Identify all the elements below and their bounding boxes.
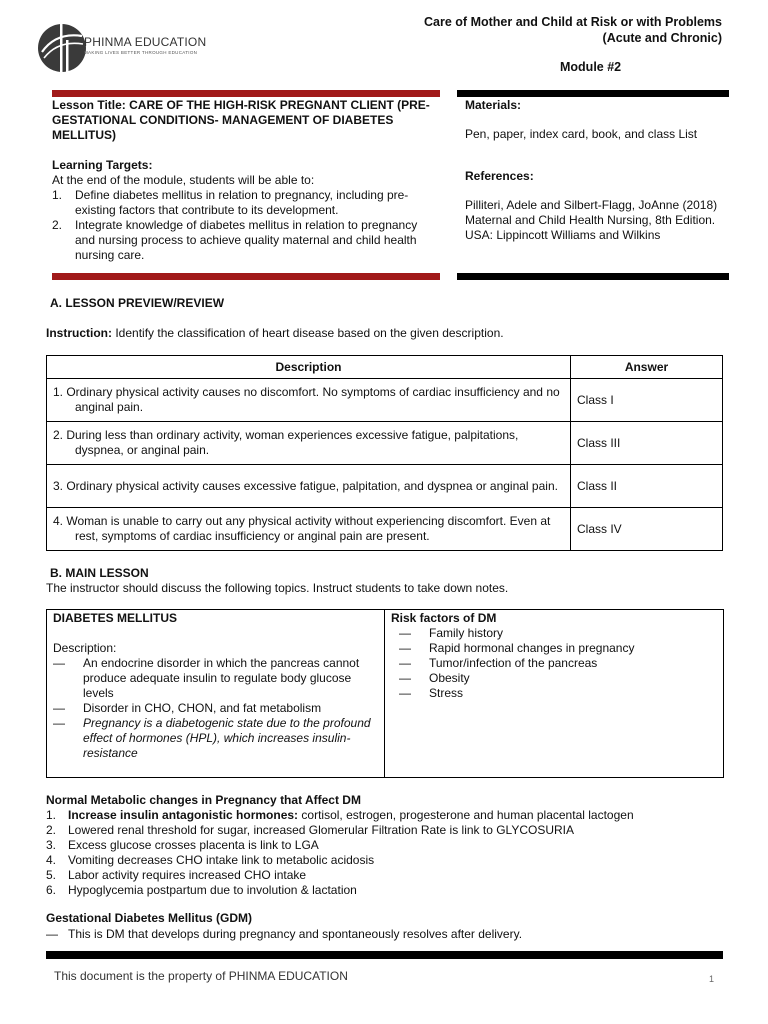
list-item: 1. Increase insulin antagonistic hormones: cortisol, estrogen, progesterone and human placental lactogen (46, 808, 634, 822)
list-item: 6. Hypoglycemia postpartum due to involution & lactation (46, 883, 357, 897)
list-item: — Disorder in CHO, CHON, and fat metabolism (53, 701, 322, 715)
table-header-row (47, 356, 723, 379)
instruction (46, 326, 504, 341)
list-item: 2. Integrate knowledge of diabetes mellitus in relation to pregnancy and nursing process to achieve quality maternal and child health nursing care. (52, 218, 418, 262)
logo-tagline: MAKING LIVES BETTER THROUGH EDUCATION (84, 50, 198, 55)
phinma-emblem-icon (36, 22, 88, 74)
references-heading: References: (465, 169, 534, 183)
list-item: — An endocrine disorder in which the pancreas cannot produce adequate insulin to regulate body glucose levels (53, 656, 360, 700)
header-black-bar (457, 90, 729, 97)
table-row (47, 508, 723, 551)
materials-heading: Materials: (465, 98, 522, 112)
list-item: — Tumor/infection of the pancreas (399, 656, 598, 670)
list-item: 1. Define diabetes mellitus in relation to pregnancy, including pre-existing factors that contribute to its development. (52, 188, 409, 217)
row-answer: Class I (571, 379, 723, 422)
dm-description-cell (47, 610, 385, 778)
learning-targets-intro: At the end of the module, students will be able to: (52, 173, 315, 187)
instruction-text: Identify the classification of heart disease based on the given description. (112, 326, 504, 340)
list-item: — Stress (399, 686, 464, 700)
table-row (47, 379, 723, 422)
list-item: 4. Vomiting decreases CHO intake link to metabolic acidosis (46, 853, 375, 867)
logo-name: PHINMA EDUCATION (84, 35, 207, 49)
references-text: Pilliteri, Adele and Silbert-Flagg, JoAnne (2018) Maternal and Child Health Nursing, 8th Edition. USA: Lippincott Williams and Wilkins (465, 198, 718, 242)
footer-black-bar (46, 951, 723, 959)
page-number: 1 (709, 974, 715, 984)
list-item: 3. Excess glucose crosses placenta is link to LGA (46, 838, 319, 852)
row-answer: Class II (571, 465, 723, 508)
list-item: — Pregnancy is a diabetogenic state due to the profound effect of hormones (HPL), which increases insulin-resistance (53, 716, 371, 760)
header-red-bar (52, 90, 440, 97)
metabolic-changes (46, 793, 726, 898)
row-description: 2. During less than ordinary activity, woman experiences excessive fatigue, palpitations, dyspnea, or anginal pain. (53, 428, 519, 457)
row-answer: Class III (571, 422, 723, 465)
lesson-info (52, 98, 438, 263)
dm-description-label: Description: (53, 641, 117, 655)
gdm-heading: Gestational Diabetes Mellitus (GDM) (46, 911, 253, 925)
row-answer: Class IV (571, 508, 723, 551)
list-item: 2. Lowered renal threshold for sugar, increased Glomerular Filtration Rate is link to GLYCOSURIA (46, 823, 574, 837)
lesson-black-bar (457, 273, 729, 280)
risk-factors-title: Risk factors of DM (391, 611, 497, 625)
gdm-text: This is DM that develops during pregnancy and spontaneously resolves after delivery. (68, 927, 523, 941)
course-title: Care of Mother and Child at Risk or with Problems (Acute and Chronic) (424, 15, 722, 45)
table-row (47, 422, 723, 465)
list-item: — Obesity (399, 671, 470, 685)
footer-text: This document is the property of PHINMA EDUCATION (54, 969, 348, 983)
risk-factors-cell (385, 610, 724, 778)
gdm-item (46, 927, 726, 942)
section-a-heading: A. LESSON PREVIEW/REVIEW (50, 296, 225, 310)
learning-targets-heading: Learning Targets: (52, 158, 153, 172)
learning-targets-list (52, 188, 438, 263)
heart-disease-table (46, 355, 723, 551)
list-item: — Family history (399, 626, 504, 640)
materials-text: Pen, paper, index card, book, and class List (465, 127, 698, 141)
row-description: 4. Woman is unable to carry out any physical activity without experiencing discomfort. Even at rest, symptoms of cardiac insufficiency or anginal pain are present. (53, 514, 551, 543)
metabolic-heading: Normal Metabolic changes in Pregnancy that Affect DM (46, 793, 361, 807)
column-header-description: Description (47, 356, 571, 379)
module-number: Module #2 (560, 60, 622, 74)
lesson-title: Lesson Title: CARE OF THE HIGH-RISK PREGNANT CLIENT (PRE-GESTATIONAL CONDITIONS- MANAGEMENT OF DIABETES MELLITUS) (52, 98, 430, 142)
section-b-heading: B. MAIN LESSON (50, 566, 149, 580)
row-description: 3. Ordinary physical activity causes excessive fatigue, palpitation, and dyspnea or anginal pain. (53, 478, 558, 493)
section-b-intro: The instructor should discuss the following topics. Instruct students to take down notes. (46, 581, 509, 595)
diabetes-table (46, 609, 724, 778)
list-item: — Rapid hormonal changes in pregnancy (399, 641, 635, 655)
row-description: 1. Ordinary physical activity causes no discomfort. No symptoms of cardiac insufficiency and no anginal pain. (53, 385, 560, 414)
list-item: 5. Labor activity requires increased CHO intake (46, 868, 307, 882)
gdm-dash: — (46, 927, 58, 941)
dm-title: DIABETES MELLITUS (53, 611, 178, 625)
column-header-answer: Answer (571, 356, 723, 379)
instruction-label: Instruction: (46, 326, 112, 340)
materials-info (465, 98, 735, 243)
table-row (47, 465, 723, 508)
lesson-red-bar (52, 273, 440, 280)
